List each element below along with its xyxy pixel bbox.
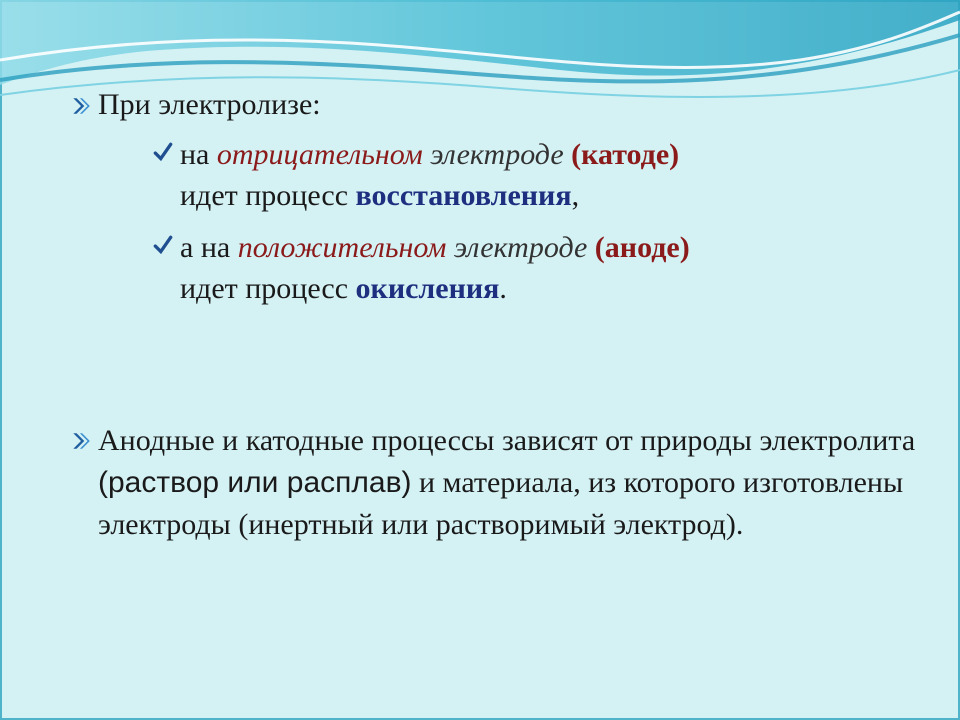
- bullet1-heading: При электролизе:: [98, 88, 321, 121]
- bullet1-sub2: [180, 227, 900, 309]
- sub2-oxidation: окисления: [355, 272, 500, 305]
- sub2-line1: [180, 227, 900, 268]
- bullet1-sub1: [180, 134, 900, 216]
- sub1-text: на: [180, 138, 217, 171]
- sub2-electrode: электроде: [453, 231, 588, 264]
- bullet2-text3: и материала, из которого изготовлены электроды (инертный или растворимый электрод).: [98, 466, 904, 541]
- bullet2-text1: Анодные и катодные процессы зависят от природы электролита: [98, 424, 916, 457]
- sub2-period: .: [499, 272, 507, 305]
- checkmark-icon: [152, 234, 174, 256]
- sub2-process: идет процесс: [180, 272, 356, 305]
- sub2-text: а на: [180, 231, 238, 264]
- sub1-negative: отрицательном: [216, 138, 423, 171]
- sub2-space: [446, 231, 454, 264]
- sub1-reduction: восстановления: [355, 179, 572, 212]
- bullet2-paragraph: [98, 420, 918, 546]
- sub2-positive: положительном: [237, 231, 447, 264]
- sub1-comma: ,: [571, 179, 580, 212]
- sub2-anode: (аноде): [594, 231, 690, 264]
- sub1-cathode: (катоде): [571, 138, 680, 171]
- sub1-line2: [180, 175, 900, 216]
- sub1-electrode: электроде: [430, 138, 564, 171]
- arrow-right-icon: [70, 95, 92, 117]
- sub1-line1: [180, 134, 900, 175]
- bullet2-solution-or-melt: (раствор или расплав): [98, 466, 412, 499]
- sub1-process: идет процесс: [180, 179, 356, 212]
- checkmark-icon: [152, 141, 174, 163]
- sub2-space2: [587, 231, 595, 264]
- arrow-right-icon: [70, 430, 92, 452]
- sub2-line2: [180, 268, 900, 309]
